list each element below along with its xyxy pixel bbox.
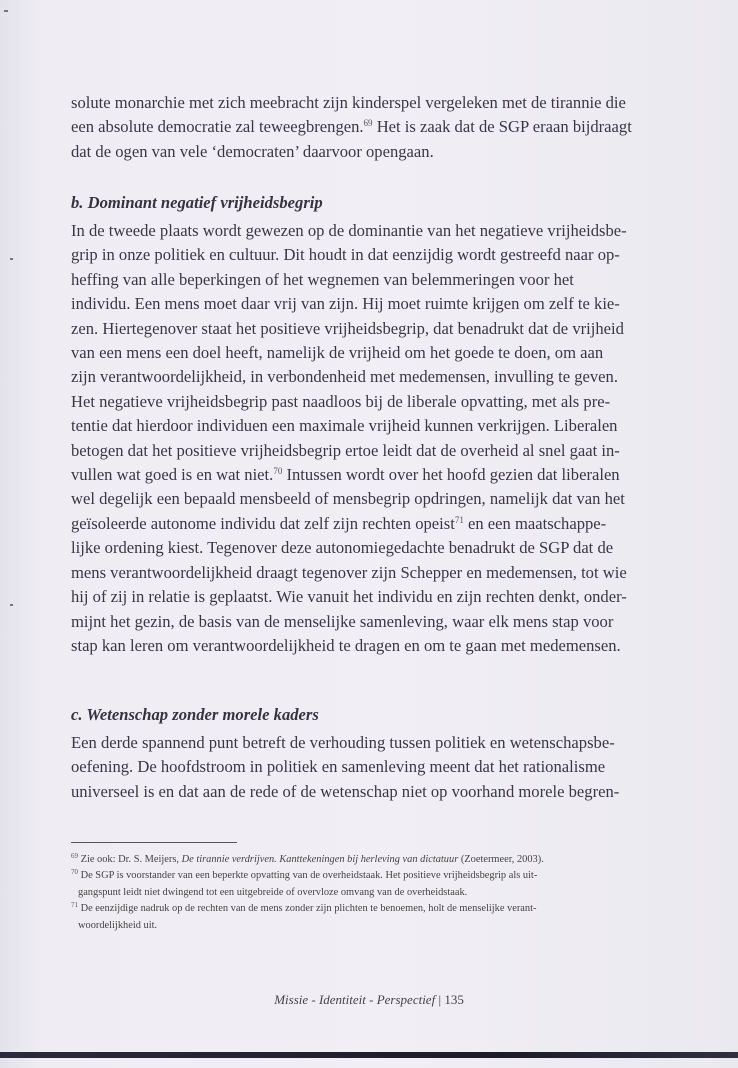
text-line: Een derde spannend punt betreft de verhouding tussen politiek en wetenschapsbe- — [71, 733, 615, 752]
text-line: geïsoleerde autonome individu dat zelf zijn rechten opeist$^{71}$ en een maatschappe- — [71, 513, 607, 533]
text-line: In de tweede plaats wordt gewezen op de dominantie van het negatieve vrijheidsbe- — [71, 221, 627, 240]
text-line: vullen wat goed is en wat niet.$^{70}$ Intussen wordt over het hoofd gezien dat liberalen — [71, 465, 620, 485]
text-line: dat de ogen van vele ‘democraten’ daarvoor opengaan. — [71, 141, 434, 161]
text-line: wel degelijk een bepaald mensbeeld of mensbegrip opdringen, namelijk dat van het — [71, 489, 625, 509]
text-line: lijke ordening kiest. Tegenover deze autonomiegedachte benadrukt de SGP dat de — [71, 538, 614, 558]
scan-mark-left-1 — [10, 258, 13, 260]
text-line: oefening. De hoofdstroom in politiek en samenleving meent dat het rationalisme — [71, 757, 606, 777]
text-line: mens verantwoordelijkheid draagt tegenover zijn Schepper en medemensen, tot wie — [71, 562, 627, 582]
text-line: stap kan leren om verantwoordelijkheid te dragen en om te gaan met medemensen. — [71, 635, 621, 655]
text-line: een absolute democratie zal teweegbrengen.$^{69}$ Het is zaak dat de SGP eraan bijdraagt — [71, 117, 632, 137]
footnote-70-continued: gangspunt leidt niet dwingend tot een uitgebreide of overvloze omvang van de overheidstaak. — [78, 886, 468, 898]
text-line: solute monarchie met zich meebracht zijn kinderspel vergeleken met de tirannie die — [71, 93, 626, 112]
footnote-ref-71[interactable]: 71 — [454, 514, 464, 525]
text-line: individu. Een mens moet daar vrij van zijn. Hij moet ruimte krijgen om zelf te kie- — [71, 294, 620, 314]
text-line: mijnt het gezin, de basis van de menselijke samenleving, waar elk mens stap voor — [71, 611, 614, 631]
text-line: universeel is en dat aan de rede of de wetenschap niet op voorhand morele begren- — [71, 781, 620, 801]
footnote-69-title: De tirannie verdrijven. Kanttekeningen bij herleving van dictatuur — [181, 854, 459, 865]
text-line: heffing van alle beperkingen of het wegnemen van belemmeringen voor het — [71, 269, 574, 289]
footnote-70: $^{70}$ De SGP is voorstander van een beperkte opvatting van de overheidstaak. Het positieve vrijheidsbegrip als uit- — [71, 868, 538, 882]
scan-bottom-edge — [0, 1052, 738, 1058]
text-line: zijn verantwoordelijkheid, in verbondenheid met medemensen, invulling te geven. — [71, 367, 618, 387]
footnotes — [71, 852, 671, 934]
section-c-heading: c. Wetenschap zonder morele kaders — [71, 705, 319, 724]
footnote-ref-69[interactable]: 69 — [363, 118, 373, 129]
text-line: Het negatieve vrijheidsbegrip past naadloos bij de liberale opvatting, met als pre- — [71, 391, 611, 411]
text-line: zen. Hiertegenover staat het positieve vrijheidsbegrip, dat benadrukt dat de vrijheid — [71, 318, 624, 338]
page-number: 135 — [444, 992, 464, 1007]
text-line: hij of zij in relatie is geplaatst. Wie vanuit het individu en zijn rechten denkt, onder- — [71, 587, 627, 607]
section-b-heading: b. Dominant negatief vrijheidsbegrip — [71, 193, 323, 212]
footnote-69: $^{69}$ Zie ook: Dr. S. Meijers, De tirannie verdrijven. Kanttekeningen bij herleving van dictatuur (Zoetermeer, 2003). — [71, 852, 544, 865]
intro-paragraph — [71, 91, 663, 164]
footnote-divider — [71, 842, 237, 843]
section-c-paragraph — [71, 731, 663, 804]
footnote-71: $^{71}$ De eenzijdige nadruk op de rechten van de mens zonder zijn plichten te benoemen, holt de menselijke verant- — [71, 901, 537, 915]
footnote-ref-70[interactable]: 70 — [273, 466, 283, 477]
page-footer — [0, 992, 738, 1008]
scan-mark-left-2 — [10, 604, 13, 606]
text-line: grip in onze politiek en cultuur. Dit houdt in dat eenzijdig wordt gestreefd naar op- — [71, 245, 620, 265]
footnote-71-continued: woordelijkheid uit. — [78, 919, 158, 931]
text-line: tentie dat hierdoor individuen een maximale vrijheid kunnen verkrijgen. Liberalen — [71, 416, 618, 436]
footer-separator: | — [435, 992, 445, 1007]
scan-mark-top — [4, 10, 8, 12]
section-b-paragraph — [71, 219, 663, 658]
text-line: van een mens een doel heeft, namelijk de vrijheid om het goede te doen, om aan — [71, 343, 604, 363]
text-line: betogen dat het positieve vrijheidsbegrip ertoe leidt dat de overheid al snel gaat in- — [71, 440, 620, 460]
footer-title: Missie - Identiteit - Perspectief — [274, 992, 436, 1007]
